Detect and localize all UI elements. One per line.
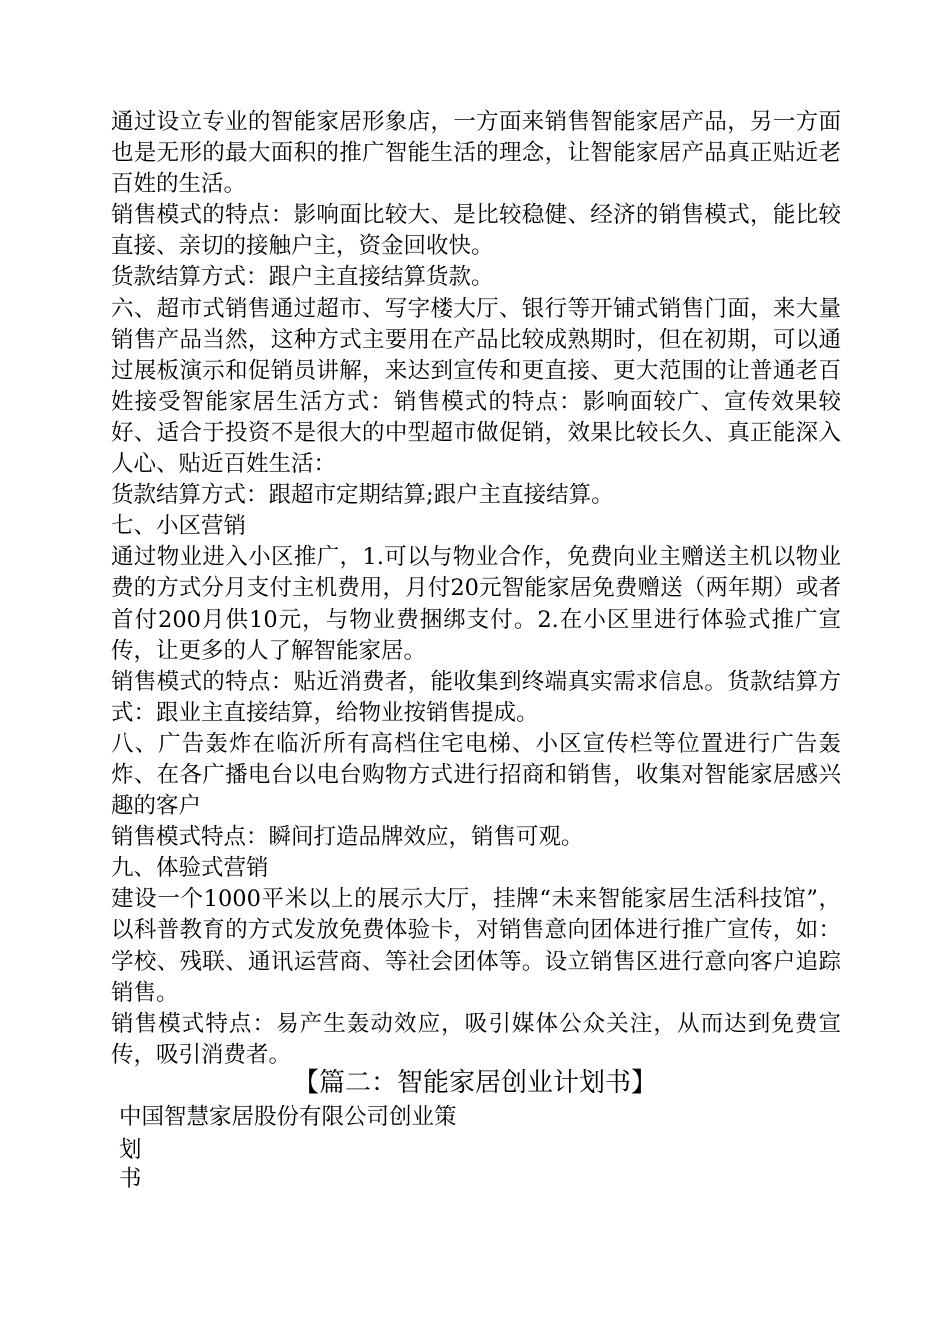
paragraph-features-9: 销售模式特点：易产生轰动效应，吸引媒体公众关注，从而达到免费宣传，吸引消费者。 bbox=[111, 1010, 841, 1068]
paragraph-section-6: 六、超市式销售通过超市、写字楼大厅、银行等开铺式销售门面，来大量销售产品当然，这种方式主要用在产品比较成熟期时，但在初期，可以通过展板演示和促销员讲解，来达到宣传和更直接、更大范围的让普通老百姓接受智能家居生活方式：销售模式的特点：影响面较广、宣传效果较好、适合于投资不是很大的中型超市做促销，效果比较长久、真正能深入人心、贴近百姓生活： bbox=[111, 295, 841, 478]
section-title: 【篇二：智能家居创业计划书】 bbox=[292, 1068, 657, 1098]
subtitle-line-1: 中国智慧家居股份有限公司创业策 bbox=[119, 1104, 457, 1130]
paragraph-payment-1: 货款结算方式：跟户主直接结算货款。 bbox=[111, 264, 494, 291]
paragraph-section-9: 建设一个1000平米以上的展示大厅，挂牌“未来智能家居生活科技馆”，以科普教育的方式发放免费体验卡，对销售意向团体进行推广宣传，如：学校、残联、通讯运营商、等社会团体等。设立销售区进行意向客户追踪销售。 bbox=[111, 886, 841, 1006]
paragraph-payment-6: 货款结算方式：跟超市定期结算;跟户主直接结算。 bbox=[111, 482, 614, 509]
paragraph-features-7: 销售模式的特点：贴近消费者，能收集到终端真实需求信息。货款结算方式：跟业主直接结算，给物业按销售提成。 bbox=[111, 668, 841, 726]
paragraph-intro: 通过设立专业的智能家居形象店，一方面来销售智能家居产品，另一方面也是无形的最大面积的推广智能生活的理念，让智能家居产品真正贴近老百姓的生活。 bbox=[111, 109, 841, 198]
subtitle-line-3: 书 bbox=[119, 1166, 142, 1192]
heading-section-7: 七、小区营销 bbox=[111, 513, 247, 540]
paragraph-section-7: 通过物业进入小区推广，1.可以与物业合作，免费向业主赠送主机以物业费的方式分月支付主机费用，月付20元智能家居免费赠送（两年期）或者首付200月供10元，与物业费捆绑支付。2.在小区里进行体验式推广宣传，让更多的人了解智能家居。 bbox=[111, 544, 841, 664]
paragraph-section-8: 八、广告轰炸在临沂所有高档住宅电梯、小区宣传栏等位置进行广告轰炸、在各广播电台以电台购物方式进行招商和销售，收集对智能家居感兴趣的客户 bbox=[111, 730, 841, 820]
heading-section-9: 九、体验式营销 bbox=[111, 855, 269, 882]
paragraph-features-8: 销售模式特点：瞬间打造品牌效应，销售可观。 bbox=[111, 824, 584, 851]
body-text bbox=[111, 107, 841, 1071]
paragraph-features-1: 销售模式的特点：影响面比较大、是比较稳健、经济的销售模式，能比较直接、亲切的接触户主，资金回收快。 bbox=[111, 202, 841, 260]
subtitle-line-2: 划 bbox=[119, 1137, 142, 1163]
